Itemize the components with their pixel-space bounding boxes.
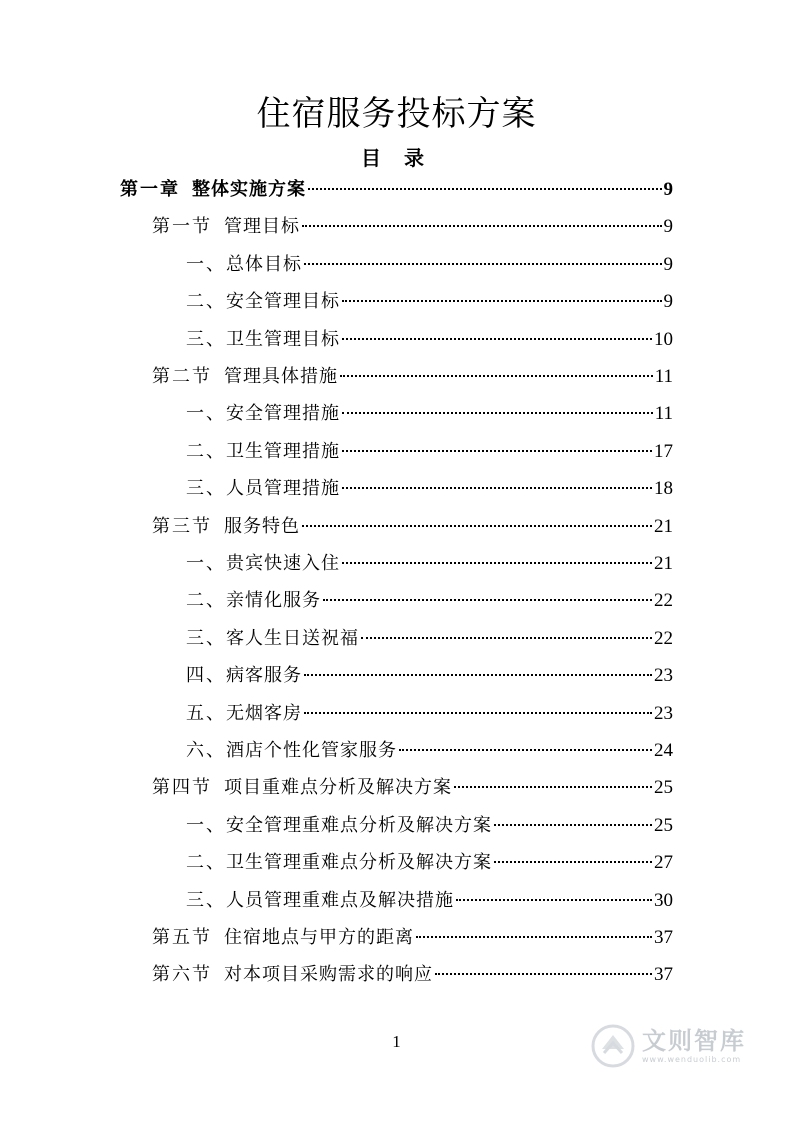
toc-dot-leader [302, 225, 662, 227]
toc-entry[interactable] [186, 549, 673, 579]
toc-dot-leader [308, 188, 662, 190]
toc-entry[interactable] [186, 325, 673, 355]
toc-heading: 目 录 [361, 146, 432, 170]
toc-entry-number: 三、 [186, 627, 226, 649]
watermark [590, 1018, 760, 1074]
toc-entry-number: 一、 [186, 403, 226, 425]
toc-entry-label: 贵宾快速入住 [226, 553, 340, 574]
toc-entry-label: 酒店个性化管家服务 [226, 740, 397, 761]
toc-entry-label: 人员管理措施 [226, 478, 340, 500]
toc-entry-page: 30 [654, 889, 673, 911]
toc-entry-page: 10 [654, 328, 673, 350]
toc-entry-page: 18 [654, 478, 673, 500]
toc-entry-number: 第五节 [152, 927, 212, 948]
toc-entry[interactable] [186, 848, 673, 878]
toc-entry-number: 一、 [186, 814, 226, 836]
toc-entry-page: 9 [663, 291, 673, 313]
toc-entry-number: 第一章 [120, 179, 180, 200]
toc-entry-label: 卫生管理措施 [226, 440, 340, 462]
toc-dot-leader [304, 712, 652, 714]
toc-entry-label: 卫生管理目标 [226, 328, 340, 350]
toc-entry-label: 安全管理目标 [226, 291, 340, 313]
toc-entry-label: 亲情化服务 [226, 590, 321, 612]
toc-entry-number: 四、 [186, 665, 226, 687]
toc-dot-leader [340, 375, 653, 377]
toc-entry-page: 9 [663, 216, 673, 238]
toc-entry-page: 11 [654, 403, 673, 425]
toc-entry-label: 安全管理措施 [226, 403, 340, 425]
toc-dot-leader [323, 599, 652, 601]
toc-entry-number: 第一节 [152, 216, 212, 238]
toc-entry-number: 三、 [186, 889, 226, 911]
toc-dot-leader [435, 973, 652, 975]
toc-entry-page: 21 [654, 515, 673, 537]
toc-entry[interactable] [152, 960, 673, 990]
toc-entry-label: 项目重难点分析及解决方案 [224, 777, 452, 799]
toc-dot-leader [454, 786, 652, 788]
toc-entry[interactable] [186, 699, 673, 729]
toc-entry-number: 三、 [186, 328, 226, 350]
toc-dot-leader [416, 936, 652, 938]
toc-entry-label: 服务特色 [224, 515, 300, 537]
toc-entry[interactable] [186, 586, 673, 616]
toc-entry-number: 第二节 [152, 366, 212, 387]
toc-entry[interactable] [186, 661, 673, 691]
toc-dot-leader [361, 637, 652, 639]
toc-entry[interactable] [152, 212, 673, 242]
toc-dot-leader [302, 525, 652, 527]
toc-entry-label: 住宿地点与甲方的距离 [224, 927, 414, 948]
toc-dot-leader [304, 263, 662, 265]
watermark-url: www.wenduolib.com [642, 1055, 742, 1064]
toc-dot-leader [342, 487, 652, 489]
toc-entry-page: 9 [663, 253, 673, 275]
toc-entry-number: 六、 [186, 740, 226, 761]
toc-entry[interactable] [152, 512, 673, 542]
toc-entry-page: 11 [654, 366, 673, 387]
toc-entry-label: 客人生日送祝福 [226, 627, 359, 649]
toc-entry-label: 无烟客房 [226, 702, 302, 724]
toc-entry-number: 五、 [186, 702, 226, 724]
toc-entry-label: 总体目标 [226, 253, 302, 275]
toc-entry-label: 管理具体措施 [224, 366, 338, 387]
toc-dot-leader [304, 674, 652, 676]
toc-entry-label: 安全管理重难点分析及解决方案 [226, 814, 492, 836]
toc-entry[interactable] [186, 624, 673, 654]
toc-entry-number: 第三节 [152, 515, 212, 537]
toc-dot-leader [342, 412, 653, 414]
toc-entry[interactable] [186, 399, 673, 429]
toc-entry-page: 17 [654, 440, 673, 462]
toc-entry[interactable] [152, 773, 673, 803]
page-number: 1 [392, 1032, 401, 1051]
toc-entry-page: 37 [654, 927, 673, 948]
toc-dot-leader [494, 824, 652, 826]
toc-entry-number: 二、 [186, 590, 226, 612]
toc-entry-page: 27 [654, 852, 673, 874]
toc-entry[interactable] [186, 437, 673, 467]
toc-entry-page: 25 [654, 777, 673, 799]
toc-entry-number: 二、 [186, 291, 226, 313]
toc-entry-page: 25 [654, 814, 673, 836]
toc-dot-leader [342, 450, 652, 452]
toc-dot-leader [342, 562, 652, 564]
toc-entry-label: 整体实施方案 [192, 179, 306, 200]
toc-entry-number: 一、 [186, 253, 226, 275]
toc-entry-number: 一、 [186, 553, 226, 574]
toc-entry-number: 第六节 [152, 964, 212, 986]
toc-entry[interactable] [186, 736, 673, 766]
toc-entry-label: 病客服务 [226, 665, 302, 687]
toc-entry-number: 二、 [186, 852, 226, 874]
toc-entry-page: 22 [654, 627, 673, 649]
toc-entry[interactable] [152, 362, 673, 392]
toc-dot-leader [399, 749, 652, 751]
toc-dot-leader [342, 338, 652, 340]
toc-entry-page: 23 [654, 665, 673, 687]
toc-entry-label: 对本项目采购需求的响应 [224, 964, 433, 986]
toc-entry-label: 管理目标 [224, 216, 300, 238]
toc-entry-page: 21 [654, 553, 673, 574]
document-title: 住宿服务投标方案 [256, 94, 537, 134]
toc-dot-leader [456, 899, 652, 901]
toc-entry[interactable] [186, 287, 673, 317]
toc-entry-number: 三、 [186, 478, 226, 500]
toc-entry[interactable] [186, 250, 673, 280]
toc-dot-leader [494, 861, 652, 863]
toc-entry[interactable] [186, 886, 673, 916]
toc-entry-number: 二、 [186, 440, 226, 462]
toc-entry-page: 37 [654, 964, 673, 986]
toc-entry-page: 9 [663, 179, 673, 200]
toc-entry-page: 24 [654, 740, 673, 761]
watermark-name: 文则智库 [642, 1027, 746, 1055]
toc-dot-leader [342, 300, 662, 302]
toc-entry-page: 22 [654, 590, 673, 612]
watermark-logo-icon [590, 1023, 636, 1069]
toc-entry[interactable] [120, 175, 673, 205]
toc-entry[interactable] [152, 923, 673, 953]
toc-entry-label: 人员管理重难点及解决措施 [226, 889, 454, 911]
toc-entry[interactable] [186, 474, 673, 504]
toc-entry[interactable] [186, 811, 673, 841]
toc-entry-label: 卫生管理重难点分析及解决方案 [226, 852, 492, 874]
toc-entry-page: 23 [654, 702, 673, 724]
toc-entry-number: 第四节 [152, 777, 212, 799]
